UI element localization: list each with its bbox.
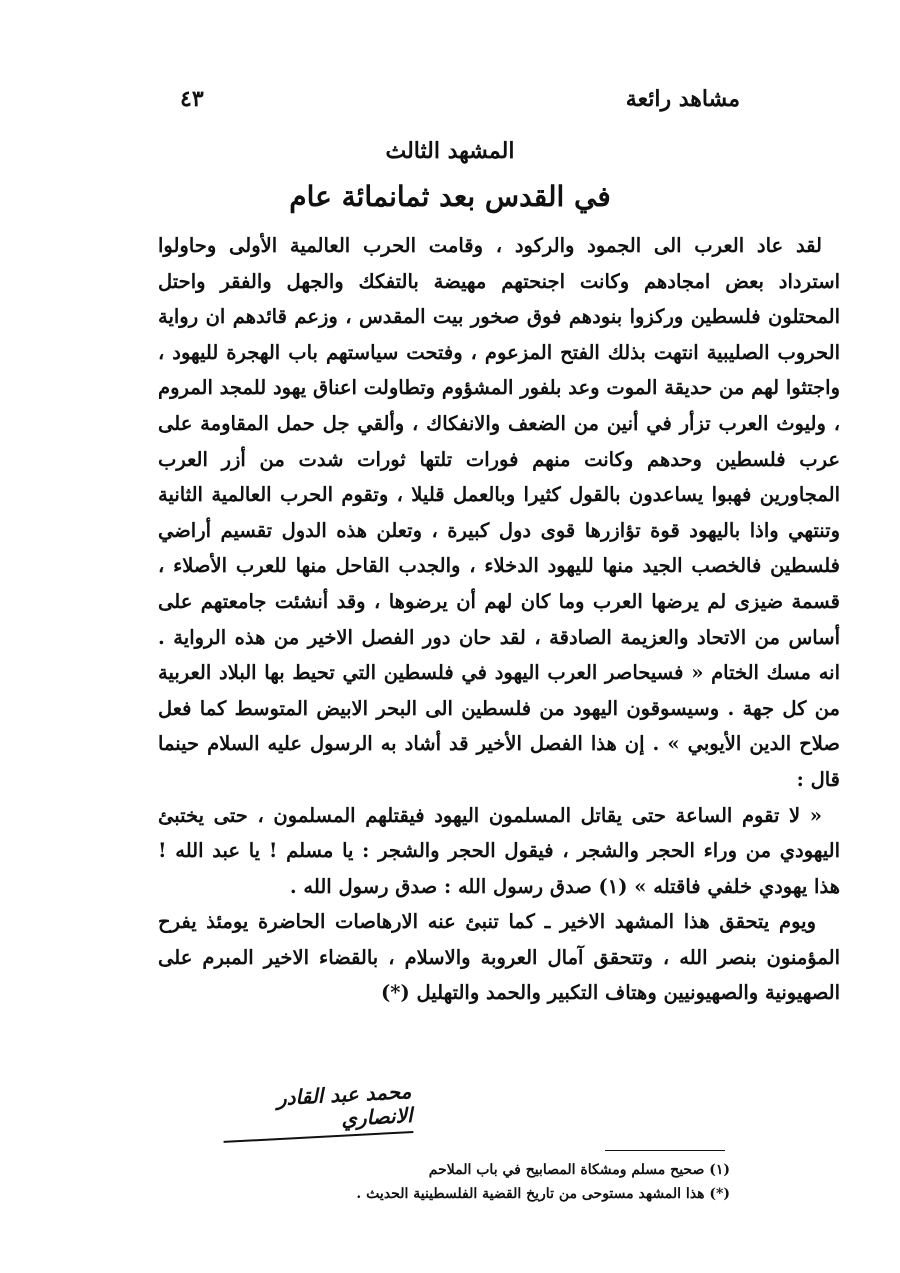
footnotes [290, 1158, 730, 1206]
closing-paragraph: ويوم يتحقق هذا المشهد الاخير ـ كما تنبئ عنه الارهاصات الحاضرة يومئذ يفرح المؤمنون بنصر الله ، وتتحقق آمال العروبة والاسلام ، بالقضاء الاخير المبرم على الصهيونية والصهيونيين وهتاف التكبير والحمد والتهليل (*) [158, 910, 840, 1005]
footnote-1: (١) صحيح مسلم ومشكاة المصابيح في باب الملاحم [428, 1162, 730, 1178]
author-signature: محمد عبد القادر الانصاري [221, 1075, 414, 1143]
running-head: مشاهد رائعة [625, 86, 740, 112]
footnote-divider [605, 1150, 725, 1151]
chapter-subtitle: في القدس بعد ثمانمائة عام [289, 180, 611, 213]
footnote-2: (*) هذا المشهد مستوحى من تاريخ القضية الفلسطينية الحديث . [356, 1186, 730, 1202]
hadith-quote: « لا تقوم الساعة حتى يقاتل المسلمون اليهود فيقتلهم المسلمون ، حتى يختبئ اليهودي من وراء الحجر والشجر ، فيقول الحجر والشجر : يا مسلم ! يا عبد الله ! هذا يهودي خلفي فاقتله » (١) صدق رسول الله : صدق رسول الله . [158, 803, 840, 898]
page-header [180, 82, 740, 116]
page-number: ٤٣ [180, 86, 204, 112]
scene-title: المشهد الثالث [385, 138, 515, 164]
body-paragraph: لقد عاد العرب الى الجمود والركود ، وقامت الحرب العالمية الأولى وحاولوا استرداد بعض امجادهم وكانت اجنحتهم مهيضة بالتفكك والجهل والفقر واحتل المحتلون فلسطين وركزوا بنودهم فوق صخور بيت المقدس ، وزعم قائدهم ان رواية الحروب الصليبية انتهت بذلك الفتح المزعوم ، وفتحت سياستهم باب الهجرة لليهود ، واجتثوا لهم من حديقة الموت وعد بلفور المشؤوم وتطاولت اعناق يهود للمجد المروم ، وليوث العرب تزأر في أنين من الضعف والانفكاك ، وألقي جل حمل المقاومة على عرب فلسطين وحدهم وكانت منهم فورات تلتها ثورات شدت من أزر العرب المجاورين فهبوا يساعدون بالقول كثيرا وبالعمل قليلا ، وتقوم الحرب العالمية الثانية وتنتهي واذا باليهود قوة تؤازرها قوى دول كبيرة ، وتعلن هذه الدول تقسيم أراضي فلسطين فالخصب الجيد منها لليهود الدخلاء ، والجدب القاحل منها للعرب الأصلاء ، قسمة ضيزى لم يرضها العرب وما كان لهم أن يرضوها ، وقد أنشئت جامعتهم على أساس من الاتحاد والعزيمة الصادقة ، لقد حان دور الفصل الاخير من هذه الرواية . انه مسك الختام « فسيحاصر العرب اليهود في فلسطين التي تحيط بها البلاد العربية من كل جهة . وسيسوقون اليهود من فلسطين الى البحر الابيض المتوسط كما فعل صلاح الدين الأيوبي » . إن هذا الفصل الأخير قد أشاد به الرسول عليه السلام حينما قال : [158, 234, 840, 791]
body-text [158, 228, 840, 1011]
